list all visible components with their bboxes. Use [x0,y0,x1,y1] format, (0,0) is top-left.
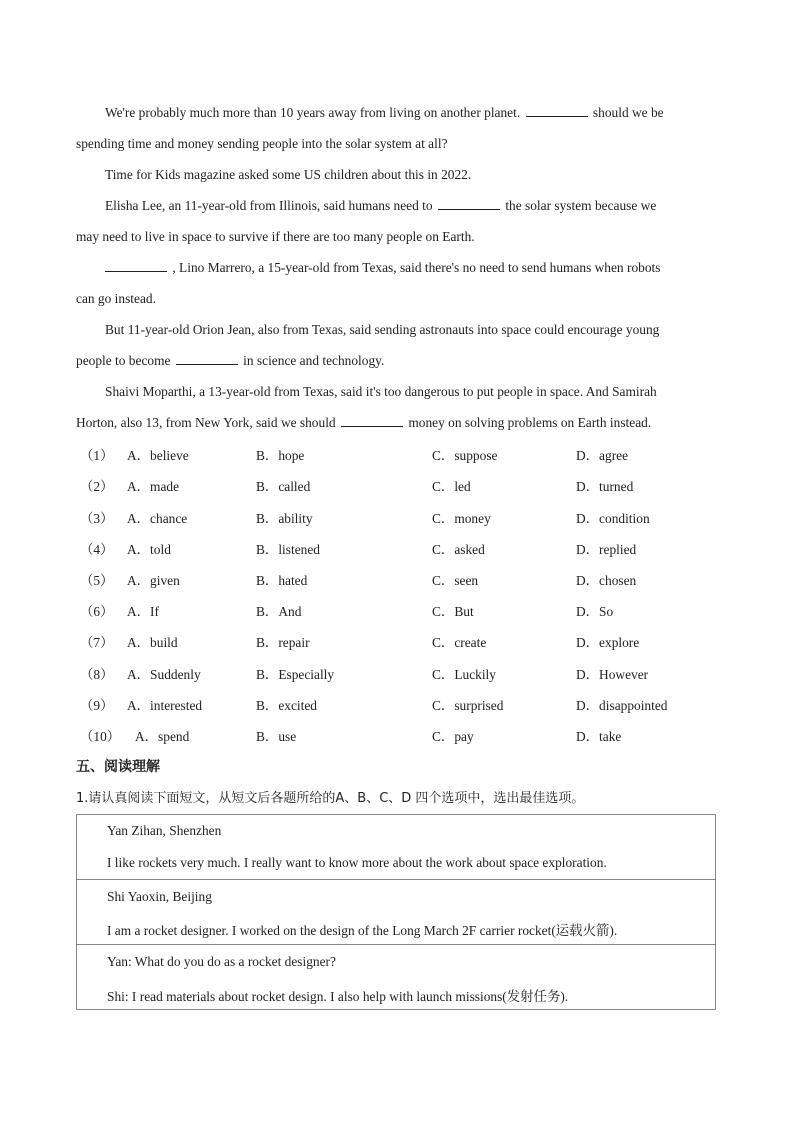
message-card [76,879,716,945]
question-number: （5） [80,573,114,588]
passage-line [76,345,716,376]
passage-text: people to become [76,353,171,368]
card-line: Shi Yaoxin, Beijing [107,889,212,904]
passage-line [76,190,716,221]
passage-line [76,221,716,252]
passage-line [76,314,716,345]
option-row [80,690,720,721]
passage-line [76,283,716,314]
option-row [80,721,720,752]
option-row [80,659,720,690]
option-row [80,565,720,596]
option-a[interactable]: A．build [127,635,178,650]
passage-text: Shaivi Moparthi, a 13-year-old from Texas, said it's too dangerous to put people in space. And Samirah [105,384,657,399]
passage-text: may need to live in space to survive if there are too many people on Earth. [76,229,475,244]
option-b[interactable]: B．ability [256,511,313,526]
section-title: 五、阅读理解 [76,759,160,775]
option-a[interactable]: A．If [127,604,159,619]
option-a[interactable]: A．spend [135,729,190,744]
option-d[interactable]: D．explore [576,635,640,650]
message-card [76,944,716,1010]
passage [76,97,716,438]
passage-line [76,252,716,283]
option-b[interactable]: B．And [256,604,302,619]
passage-line [76,97,716,128]
passage-text: the solar system because we [505,198,657,213]
option-d[interactable]: D．condition [576,511,650,526]
option-b[interactable]: B．repair [256,635,310,650]
passage-line [76,159,716,190]
option-d[interactable]: D．agree [576,448,629,463]
question-number: （2） [80,479,114,494]
option-b[interactable]: B．Especially [256,667,335,682]
option-row [80,534,720,565]
passage-text: Horton, also 13, from New York, said we should [76,415,336,430]
question-number: （8） [80,667,114,682]
option-c[interactable]: C．pay [432,729,474,744]
option-a[interactable]: A．given [127,573,180,588]
passage-line [76,376,716,407]
option-d[interactable]: D．replied [576,542,637,557]
option-c[interactable]: C．led [432,479,471,494]
option-b[interactable]: B．listened [256,542,320,557]
question-number: （9） [80,698,114,713]
option-d[interactable]: D．chosen [576,573,637,588]
option-row [80,627,720,658]
passage-text: Elisha Lee, an 11-year-old from Illinois, said humans need to [105,198,433,213]
message-card [76,814,716,880]
option-a[interactable]: A．Suddenly [127,667,201,682]
passage-text: should we be [592,105,664,120]
option-a[interactable]: A．made [127,479,180,494]
option-b[interactable]: B．use [256,729,297,744]
passage-line [76,407,716,438]
card-line: I am a rocket designer. I worked on the design of the Long March 2F carrier rocket(运载火箭). [107,923,618,938]
option-row [80,596,720,627]
card-line: Yan: What do you do as a rocket designer? [107,954,336,969]
passage-text: spending time and money sending people into the solar system at all? [76,136,448,151]
card-line: I like rockets very much. I really want to know more about the work about space exploration. [107,855,607,870]
passage-text: money on solving problems on Earth instead. [408,415,652,430]
passage-text: can go instead. [76,291,156,306]
section-instruction: 1.请认真阅读下面短文，从短文后各题所给的A、B、C、D 四个选项中，选出最佳选项。 [76,791,585,806]
answer-blank [526,104,588,117]
option-a[interactable]: A．chance [127,511,188,526]
option-c[interactable]: C．suppose [432,448,498,463]
option-c[interactable]: C．seen [432,573,479,588]
option-c[interactable]: C．create [432,635,487,650]
option-c[interactable]: C．But [432,604,474,619]
question-number: （1） [80,448,114,463]
option-a[interactable]: A．interested [127,698,203,713]
answer-blank [438,197,500,210]
passage-text: We're probably much more than 10 years away from living on another planet. [105,105,521,120]
option-d[interactable]: D．disappointed [576,698,668,713]
option-b[interactable]: B．excited [256,698,317,713]
option-d[interactable]: D．However [576,667,649,682]
answer-blank [176,352,238,365]
option-d[interactable]: D．take [576,729,622,744]
answer-blank [341,414,403,427]
option-b[interactable]: B．hope [256,448,305,463]
question-number: （7） [80,635,114,650]
option-b[interactable]: B．called [256,479,311,494]
option-a[interactable]: A．told [127,542,171,557]
option-c[interactable]: C．asked [432,542,485,557]
question-number: （6） [80,604,114,619]
passage-text: in science and technology. [243,353,385,368]
option-c[interactable]: C．money [432,511,491,526]
answer-blank [105,259,167,272]
option-c[interactable]: C．surprised [432,698,504,713]
card-line: Shi: I read materials about rocket design. I also help with launch missions(发射任务). [107,989,569,1004]
option-c[interactable]: C．Luckily [432,667,496,682]
passage-text: , Lino Marrero, a 15-year-old from Texas, said there's no need to send humans when robots [172,260,661,275]
passage-text: Time for Kids magazine asked some US children about this in 2022. [105,167,472,182]
option-row [80,471,720,502]
card-line: Yan Zihan, Shenzhen [107,823,222,838]
option-d[interactable]: D．So [576,604,614,619]
option-b[interactable]: B．hated [256,573,308,588]
option-d[interactable]: D．turned [576,479,634,494]
question-number: （3） [80,511,114,526]
option-a[interactable]: A．believe [127,448,189,463]
option-row [80,440,720,471]
passage-text: But 11-year-old Orion Jean, also from Texas, said sending astronauts into space could encourage young [105,322,660,337]
question-number: （10） [80,729,121,744]
question-number: （4） [80,542,114,557]
passage-line [76,128,716,159]
option-row [80,503,720,534]
